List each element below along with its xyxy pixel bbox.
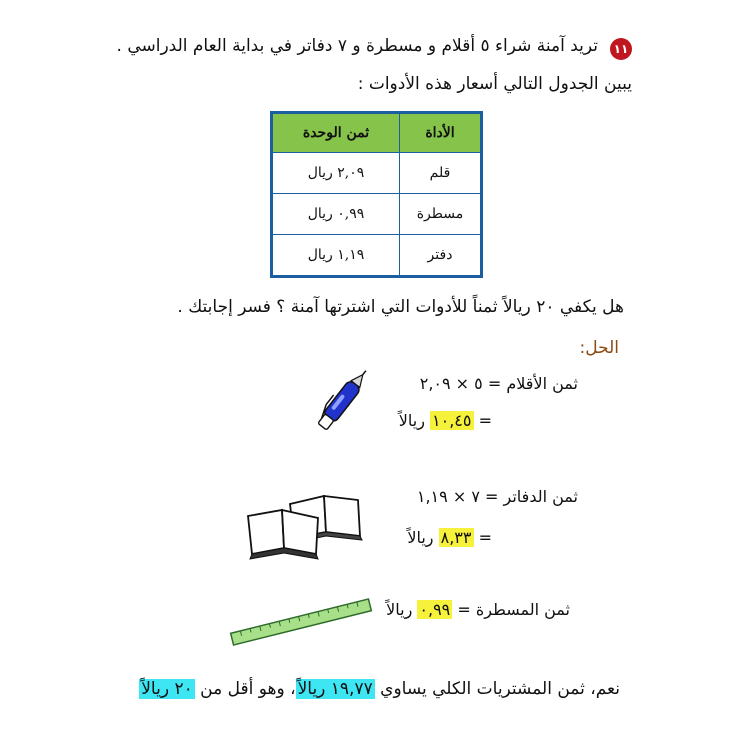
table-header-unit-price: ثمن الوحدة — [272, 113, 400, 153]
table-row — [272, 153, 482, 194]
solution-conclusion — [139, 679, 620, 699]
notebooks-result-unit: ريالاً — [407, 528, 434, 547]
pens-cost-expression — [420, 374, 578, 393]
notebooks-icon — [240, 492, 370, 568]
table-cell-price: ٢,٠٩ ريال — [272, 153, 400, 194]
notebooks-cost-label: ثمن الدفاتر = — [485, 487, 578, 506]
ruler-result-value: ٠,٩٩ — [419, 600, 451, 619]
pens-cost-result — [399, 411, 492, 430]
conclusion-total: ١٩,٧٧ ريالاً — [297, 679, 373, 699]
pens-cost-label: ثمن الأقلام = — [487, 374, 578, 393]
table-cell-price: ٠,٩٩ ريال — [272, 194, 400, 235]
question-text-part2: هل يكفي ٢٠ ريالاً ثمناً للأدوات التي اشترتها آمنة ؟ فسر إجابتك . — [177, 297, 624, 317]
notebooks-cost-expr: ٧ × ١,١٩ — [416, 487, 480, 506]
pens-cost-expr: ٥ × ٢,٠٩ — [419, 374, 483, 393]
notebooks-eq-sign: = — [478, 528, 492, 547]
solution-title: الحل: — [579, 338, 619, 358]
question-text-line1: تريد آمنة شراء ٥ أقلام و مسطرة و ٧ دفاتر في بداية العام الدراسي . — [116, 36, 598, 56]
notebooks-cost-expression — [417, 487, 578, 506]
pens-result-unit: ريالاً — [398, 411, 425, 430]
pens-eq-sign: = — [478, 411, 492, 430]
table-cell-tool: قلم — [400, 153, 482, 194]
notebooks-result-value: ٨,٣٣ — [440, 528, 472, 547]
price-table — [270, 111, 483, 278]
ruler-cost-label: ثمن المسطرة = — [457, 600, 570, 619]
table-row — [272, 235, 482, 277]
ruler-result-unit: ريالاً — [386, 600, 413, 619]
ruler-icon — [226, 598, 376, 646]
ruler-cost-expression — [386, 600, 570, 619]
table-cell-price: ١,١٩ ريال — [272, 235, 400, 277]
table-cell-tool: مسطرة — [400, 194, 482, 235]
table-row — [272, 194, 482, 235]
notebooks-cost-result — [407, 528, 492, 547]
table-header-row — [272, 113, 482, 153]
table-cell-tool: دفتر — [400, 235, 482, 277]
pens-result-value: ١٠,٤٥ — [432, 411, 472, 430]
conclusion-limit: ٢٠ ريالاً — [141, 679, 193, 699]
conclusion-middle: ، وهو أقل من — [200, 679, 296, 699]
table-header-tool: الأداة — [400, 113, 482, 153]
question-number-badge: ١١ — [610, 38, 632, 60]
question-text-line2: يبين الجدول التالي أسعار هذه الأدوات : — [357, 74, 632, 94]
pen-icon — [306, 356, 386, 438]
conclusion-prefix: نعم، ثمن المشتريات الكلي يساوي — [380, 679, 620, 699]
